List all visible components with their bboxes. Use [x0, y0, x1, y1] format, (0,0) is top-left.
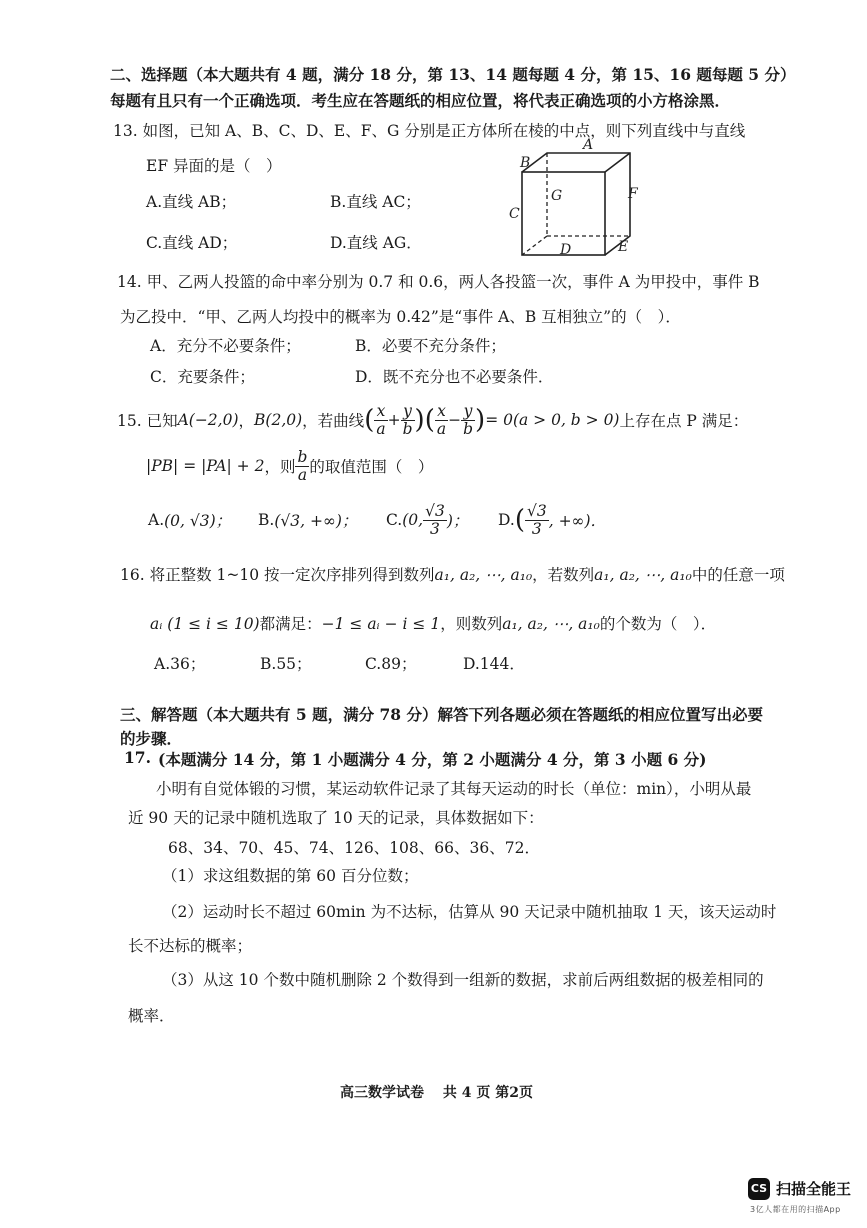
q14-stem: 14. 甲、乙两人投篮的命中率分别为 0.7 和 0.6，两人各投篮一次，事件 A 为甲投中，事件 B: [117, 273, 760, 291]
q13-option-d: D.直线 AG．: [330, 234, 422, 252]
q16-option-b: B.55；: [260, 655, 312, 673]
q16-option-d: D.144．: [463, 655, 525, 673]
q15-stem: 15. 已知 A(−2,0) ， B(2,0) ，若曲线 ( $\frac{x}{a}$ + $\frac{y}{b}$ ) ( $\frac{x}{a}$ − $\frac{y}{b}$ ) = 0(a > 0, b > 0) 上存在点 P 满足：: [117, 402, 749, 438]
scanner-logo: CS: [748, 1178, 770, 1200]
cube-figure: [505, 136, 645, 264]
q14-option-a: A．充分不必要条件；: [150, 337, 301, 355]
section3-header: 三、解答题（本大题共有 5 题，满分 78 分）解答下列各题必须在答题纸的相应位置写出必要: [120, 705, 763, 724]
section3-header-2: 的步骤．: [120, 729, 183, 748]
q15-exists: 上存在点 P 满足：: [619, 412, 749, 430]
q14-option-c: C．充要条件；: [150, 368, 255, 386]
section2-instruction: 每题有且只有一个正确选项．考生应在答题纸的相应位置，将代表正确选项的小方格涂黑．: [110, 91, 731, 110]
q16-sequence: a₁, a₂, ⋯, a₁₀: [434, 566, 533, 584]
q17-subquestion-3: （3）从这 10 个数中随机删除 2 个数得到一组新的数据，求前后两组数据的极差相同的: [162, 971, 764, 989]
q16-stem: 16. 将正整数 1~10 按一定次序排列得到数列a₁, a₂, ⋯, a₁₀，若数列a₁, a₂, ⋯, a₁₀中的任意一项: [120, 566, 785, 584]
q15-option-d: D. ( $\frac{√3}{3}$ , +∞)．: [498, 502, 607, 538]
q15-then: ，则: [264, 458, 296, 476]
q15-point-b: B(2,0): [254, 411, 303, 429]
cube-label-c: C: [509, 206, 520, 222]
scanner-app-name: 扫描全能王: [776, 1180, 852, 1198]
q15-prefix: 15. 已知: [117, 412, 178, 430]
cube-label-g: G: [551, 188, 563, 204]
q15-option-c: C. (0, $\frac{√3}{3}$ )；: [386, 502, 469, 538]
cube-label-b: B: [520, 155, 531, 171]
q13-stem-2: EF 异面的是（ ）: [146, 157, 282, 175]
q16-stem-2: aᵢ (1 ≤ i ≤ 10)都满足：−1 ≤ aᵢ − i ≤ 1，则数列a₁, a₂, ⋯, a₁₀的个数为（ ）．: [150, 615, 717, 633]
q16-option-c: C.89；: [365, 655, 417, 673]
q17-subquestion-1: （1）求这组数据的第 60 百分位数；: [162, 867, 419, 885]
q13-option-b: B.直线 AC；: [330, 193, 421, 211]
q17-data: 68、34、70、45、74、126、108、66、36、72．: [168, 839, 540, 857]
q13-option-a: A.直线 AB；: [146, 193, 237, 211]
q17-paragraph-1: 小明有自觉体锻的习惯，某运动软件记录了其每天运动的时长（单位：min），小明从最: [156, 780, 752, 798]
q15-option-b: B. (√3, +∞)；: [258, 511, 358, 530]
q17-title: (本题满分 14 分，第 1 小题满分 4 分，第 2 小题满分 4 分，第 3 小题 6 分): [158, 750, 707, 769]
q13-option-c: C.直线 AD；: [146, 234, 238, 252]
q17-subquestion-3-cont: 概率．: [128, 1007, 175, 1025]
cube-label-a: A: [583, 137, 594, 153]
page-footer: 高三数学试卷 共 4 页 第2页: [340, 1085, 533, 1101]
q15-equation-tail: = 0(a > 0, b > 0): [485, 411, 620, 429]
q14-option-b: B．必要不充分条件；: [355, 337, 506, 355]
q15-condition-line: |PB| = |PA| + 2 ，则 $\frac{b}{a}$ 的取值范围（ ）: [146, 448, 434, 484]
scanner-tagline: 3亿人都在用的扫描App: [750, 1205, 841, 1214]
q15-range: 的取值范围（ ）: [309, 458, 434, 476]
cube-label-f: F: [628, 186, 638, 202]
q13-stem: 13. 如图，已知 A、B、C、D、E、F、G 分别是正方体所在棱的中点，则下列直线中与直线: [113, 122, 746, 140]
q15-curve-text: ，若曲线: [302, 412, 365, 430]
cube-label-d: D: [560, 242, 572, 258]
cube-label-e: E: [618, 239, 629, 255]
q17-paragraph-2: 近 90 天的记录中随机选取了 10 天的记录，具体数据如下：: [128, 809, 544, 827]
q16-term: aᵢ (1 ≤ i ≤ 10): [150, 615, 260, 633]
q16-option-a: A.36；: [154, 655, 206, 673]
q17-subquestion-2-cont: 长不达标的概率；: [128, 937, 253, 955]
section2-header: 二、选择题（本大题共有 4 题，满分 18 分，第 13、14 题每题 4 分，第 15、16 题每题 5 分）: [110, 65, 796, 84]
q17-number: 17.: [124, 748, 151, 767]
q15-point-a: A(−2,0): [177, 411, 239, 429]
q15-condition: |PB| = |PA| + 2: [146, 457, 265, 475]
q16-condition: −1 ≤ aᵢ − i ≤ 1: [321, 615, 441, 633]
q15-option-a: A. (0, √3)；: [148, 511, 232, 530]
q15-sep: ，: [238, 412, 255, 430]
q14-stem-2: 为乙投中．“甲、乙两人均投中的概率为 0.42”是“事件 A、B 互相独立”的（ ）．: [120, 308, 681, 326]
q14-option-d: D．既不充分也不必要条件．: [355, 368, 554, 386]
q17-subquestion-2: （2）运动时长不超过 60min 为不达标，估算从 90 天记录中随机抽取 1 天，该天运动时: [162, 903, 777, 921]
